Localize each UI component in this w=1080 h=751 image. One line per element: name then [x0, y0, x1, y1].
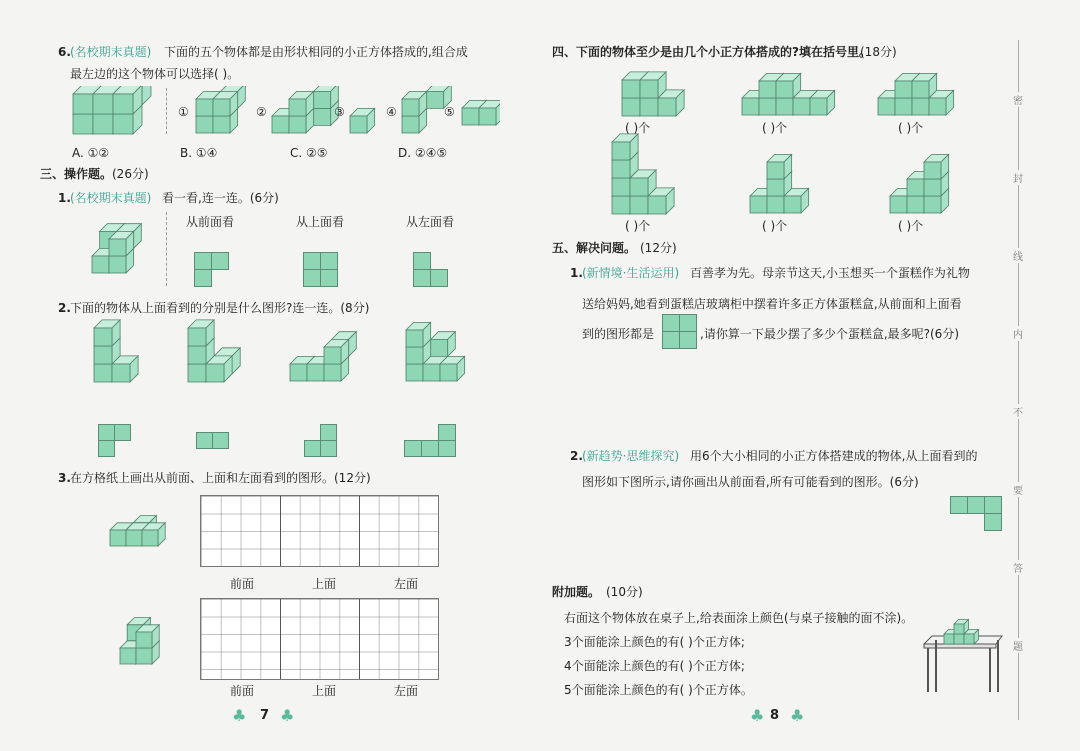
q6-text-2: 最左边的这个物体可以选择( )。: [70, 67, 240, 81]
p1-number: 1.: [570, 266, 583, 280]
p1-tag: (新情境·生活运用): [582, 266, 680, 280]
cube-face: [924, 162, 941, 179]
cube-face: [324, 347, 341, 364]
q1-number: 1.: [58, 191, 71, 205]
q1-tag: (名校期末真题): [70, 191, 152, 205]
q2-number: 2.: [58, 301, 71, 315]
cube-face: [402, 116, 419, 133]
cube-face: [142, 86, 151, 105]
cube-face: [924, 196, 941, 213]
cube-face: [742, 98, 759, 115]
cube-face: [406, 330, 423, 347]
q3-object-1: [108, 512, 170, 552]
seal-line: [1018, 40, 1019, 720]
cube-face: [878, 98, 895, 115]
option-marker-5: ⑤: [444, 105, 455, 119]
cube-face: [324, 364, 341, 381]
cube-face: [188, 328, 206, 346]
cube-face: [93, 114, 113, 134]
p1-line-1: 百善孝为先。母亲节这天,小玉想买一个蛋糕作为礼物: [690, 266, 970, 280]
section-5-title: 五、解决问题。: [552, 241, 637, 255]
drawing-grid-1[interactable]: [200, 495, 439, 567]
cube-face: [73, 94, 93, 114]
grid-label-front: 前面: [230, 684, 255, 698]
cube-face: [109, 239, 126, 256]
cube-face: [640, 98, 658, 116]
extra-line-1[interactable]: 3个面能涂上颜色的有( )个正方体;: [564, 635, 745, 649]
cube-face: [890, 196, 907, 213]
cube-face: [784, 196, 801, 213]
cube-face: [94, 328, 112, 346]
cube-face: [612, 196, 630, 214]
cube-face: [648, 196, 666, 214]
view-front-label: 从前面看: [186, 215, 235, 229]
cube-face: [630, 178, 648, 196]
cube-face: [612, 142, 630, 160]
tree-icon: ♣: [750, 706, 765, 725]
cube-face: [112, 364, 130, 382]
cube-face: [120, 648, 136, 664]
cube-face: [776, 98, 793, 115]
section-3-score: (26分): [112, 167, 149, 181]
answer-blank[interactable]: ( )个: [762, 121, 788, 135]
cube-face: [110, 530, 126, 546]
cube-face: [895, 81, 912, 98]
q6-figures: [70, 86, 500, 138]
cube-face: [213, 116, 230, 133]
seal-char: 答: [1011, 560, 1025, 575]
cube-face: [188, 364, 206, 382]
cube-face: [290, 364, 307, 381]
seal-char: 不: [1011, 404, 1025, 419]
q2-text: 下面的物体从上面看到的分别是什么图形?连一连。(8分): [70, 301, 370, 315]
cube-face: [188, 346, 206, 364]
cube-face: [307, 364, 324, 381]
cube-face: [895, 98, 912, 115]
cube-face: [462, 108, 479, 125]
cube-face: [272, 116, 289, 133]
cube-face: [612, 160, 630, 178]
cube-face: [944, 634, 954, 644]
seal-char: 题: [1011, 638, 1025, 653]
cube-face: [767, 162, 784, 179]
section-5-score: (12分): [640, 241, 677, 255]
extra-title: 附加题。: [552, 585, 601, 599]
cube-face: [406, 347, 423, 364]
grid-label-left: 左面: [394, 684, 419, 698]
cube-face: [622, 80, 640, 98]
cube-face: [954, 624, 964, 634]
grid-label-left: 左面: [394, 577, 419, 591]
q3-text: 在方格纸上画出从前面、上面和左面看到的图形。(12分): [70, 471, 371, 485]
cube-face: [94, 364, 112, 382]
option-marker-1: ①: [178, 105, 189, 119]
cube-face: [612, 178, 630, 196]
tree-icon: ♣: [280, 706, 295, 725]
tree-icon: ♣: [790, 706, 805, 725]
cube-face: [113, 114, 133, 134]
cube-face: [767, 179, 784, 196]
p2-tag: (新趋势·思维探究): [582, 449, 680, 463]
table-edge: [924, 644, 996, 648]
cube-face: [196, 99, 213, 116]
cube-face: [912, 81, 929, 98]
q1-object: [90, 222, 150, 274]
extra-intro: 右面这个物体放在桌子上,给表面涂上颜色(与桌子接触的面不涂)。: [564, 611, 914, 625]
cube-face: [440, 364, 457, 381]
extra-line-2[interactable]: 4个面能涂上颜色的有( )个正方体;: [564, 659, 745, 673]
cube-face: [213, 99, 230, 116]
cube-face: [929, 98, 946, 115]
drawing-grid-2[interactable]: [200, 598, 439, 680]
cube-face: [427, 91, 444, 108]
p1-line-2: 送给妈妈,她看到蛋糕店玻璃柜中摆着许多正方体蛋糕盒,从前面和上面看: [582, 297, 962, 311]
p2-line-2: 图形如下图所示,请你画出从前面看,所有可能看到的图形。(6分): [582, 475, 919, 489]
option-marker-2: ②: [256, 105, 267, 119]
cube-face: [750, 196, 767, 213]
cube-face: [759, 98, 776, 115]
q1-text: 看一看,连一连。(6分): [162, 191, 279, 205]
p1-line-3a: 到的图形都是: [582, 327, 655, 341]
cube-face: [431, 339, 448, 356]
q3-number: 3.: [58, 471, 71, 485]
cube-face: [907, 179, 924, 196]
p1-line-3b: ,请你算一下最少摆了多少个蛋糕盒,最多呢?(6分): [700, 327, 959, 341]
cube-face: [406, 364, 423, 381]
q6-number: 6.: [58, 45, 71, 59]
grid-label-top: 上面: [312, 684, 337, 698]
seal-char: 密: [1011, 92, 1025, 107]
cube-face: [126, 530, 142, 546]
cube-face: [759, 81, 776, 98]
view-left-label: 从左面看: [406, 215, 455, 229]
q3-object-2: [116, 612, 166, 668]
section-4-objects: [600, 62, 980, 234]
cube-face: [924, 179, 941, 196]
cube-face: [136, 648, 152, 664]
cube-face: [776, 81, 793, 98]
seal-char: 封: [1011, 170, 1025, 185]
choice-c[interactable]: C. ②⑤: [290, 146, 328, 160]
page-number-left: 7: [260, 708, 270, 723]
cube-face: [314, 108, 331, 125]
q6-text: 下面的五个物体都是由形状相同的小正方体搭成的,组合成: [164, 45, 468, 59]
cube-face: [113, 94, 133, 114]
cube-face: [622, 98, 640, 116]
cube-face: [810, 98, 827, 115]
divider: [166, 88, 167, 134]
option-marker-3: ③: [334, 105, 345, 119]
section-3-title: 三、操作题。: [40, 167, 113, 181]
cube-face: [93, 94, 113, 114]
page-number-right: 8: [770, 708, 780, 723]
cube-face: [196, 116, 213, 133]
p2-line-1: 用6个大小相同的小正方体搭建成的物体,从上面看到的: [690, 449, 978, 463]
cube-face: [92, 256, 109, 273]
extra-score: (10分): [606, 585, 643, 599]
cube-face: [314, 91, 331, 108]
answer-blank[interactable]: ( )个: [898, 219, 924, 233]
answer-blank[interactable]: ( )个: [625, 219, 651, 233]
view-top-label: 从上面看: [296, 215, 345, 229]
cube-face: [907, 196, 924, 213]
seal-char: 线: [1011, 248, 1025, 263]
cube-face: [954, 634, 964, 644]
cube-face: [289, 99, 306, 116]
cube-face: [350, 116, 367, 133]
q2-objects: [80, 318, 470, 386]
section-4-title: 四、下面的物体至少是由几个小正方体搭成的?填在括号里。: [552, 45, 871, 59]
option-marker-4: ④: [386, 105, 397, 119]
extra-line-3[interactable]: 5个面能涂上颜色的有( )个正方体。: [564, 683, 753, 697]
cube-face: [136, 632, 152, 648]
cube-face: [658, 98, 676, 116]
cube-face: [73, 114, 93, 134]
p2-number: 2.: [570, 449, 583, 463]
table-with-cubes: [920, 610, 1004, 694]
choice-d[interactable]: D. ②④⑤: [398, 146, 448, 160]
cube-face: [479, 108, 496, 125]
tree-icon: ♣: [232, 706, 247, 725]
cube-face: [109, 256, 126, 273]
grid-label-top: 上面: [312, 577, 337, 591]
q6-tag: (名校期末真题): [70, 45, 152, 59]
answer-blank[interactable]: ( )个: [898, 121, 924, 135]
cube-face: [640, 80, 658, 98]
choice-b[interactable]: B. ①④: [180, 146, 218, 160]
divider: [166, 212, 167, 286]
grid-label-front: 前面: [230, 577, 255, 591]
cube-face: [767, 196, 784, 213]
cube-face: [289, 116, 306, 133]
cube-face: [912, 98, 929, 115]
seal-char: 要: [1011, 482, 1025, 497]
choice-a[interactable]: A. ①②: [72, 146, 110, 160]
cube-face: [206, 364, 224, 382]
section-4-score: (18分): [860, 45, 897, 59]
cube-face: [630, 196, 648, 214]
answer-blank[interactable]: ( )个: [625, 121, 651, 135]
cube-face: [402, 99, 419, 116]
cube-face: [142, 530, 158, 546]
cube-face: [94, 346, 112, 364]
cube-face: [964, 634, 974, 644]
seal-char: 内: [1011, 326, 1025, 341]
cube-face: [423, 364, 440, 381]
cube-face: [793, 98, 810, 115]
answer-blank[interactable]: ( )个: [762, 219, 788, 233]
